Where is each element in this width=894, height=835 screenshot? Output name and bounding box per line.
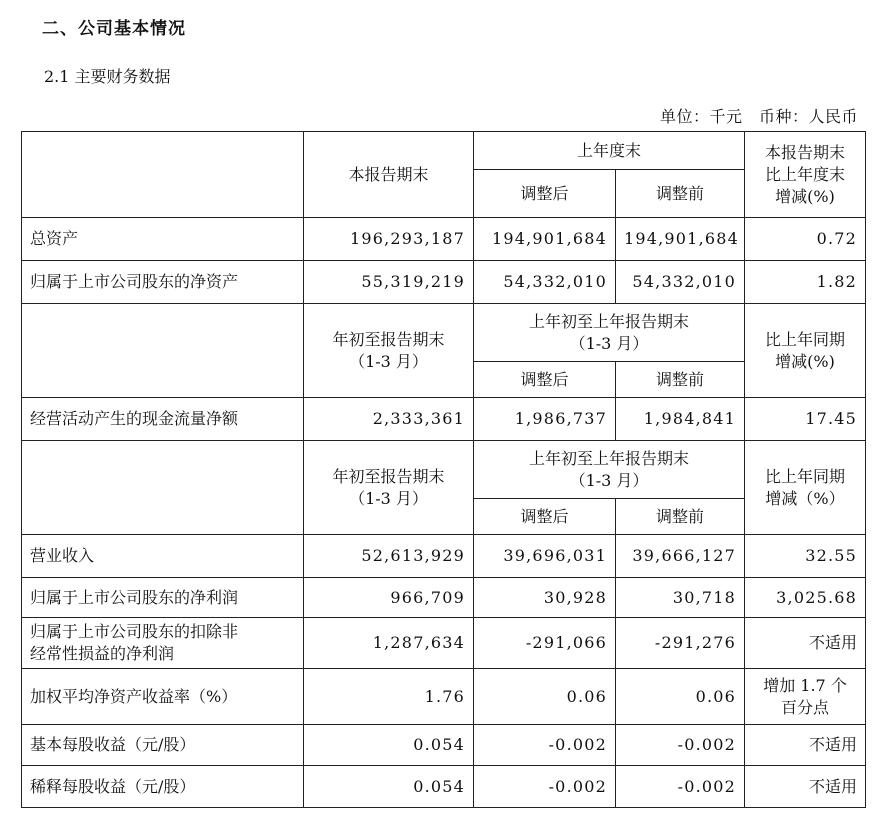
cell-change	[745, 669, 866, 725]
cell-change: 0.72	[745, 218, 866, 261]
cell-adjusted: 39,696,031	[474, 535, 616, 578]
header-blank	[22, 304, 304, 398]
cell-before: 194,901,684	[616, 218, 745, 261]
cell-before: -291,276	[616, 618, 745, 669]
header-blank	[22, 441, 304, 535]
header-change-vs-prior-period	[745, 304, 866, 398]
cell-current: 1.76	[304, 669, 474, 725]
table-row	[22, 261, 866, 304]
cell-change: 不适用	[745, 725, 866, 766]
cell-change-line-1: 增加 1.7 个	[763, 675, 847, 695]
cell-current: 1,287,634	[304, 618, 474, 669]
row-label: 归属于上市公司股东的净利润	[22, 578, 304, 618]
row-label: 营业收入	[22, 535, 304, 578]
table-row	[22, 398, 866, 441]
header-prior-ytd	[474, 304, 745, 362]
cell-current: 966,709	[304, 578, 474, 618]
table-row	[22, 725, 866, 766]
header-prior-ytd-line-1: 上年初至上年报告期末	[529, 448, 690, 468]
header-blank	[22, 132, 304, 218]
header-change-line-2: 增减（%）	[765, 488, 845, 508]
cell-adjusted: 0.06	[474, 669, 616, 725]
cell-adjusted: -291,066	[474, 618, 616, 669]
header-ytd	[304, 304, 474, 398]
header-prior-ytd	[474, 441, 745, 499]
header-prior-ytd-line-1: 上年初至上年报告期末	[529, 311, 690, 331]
cell-current: 55,319,219	[304, 261, 474, 304]
financial-data-table	[21, 131, 866, 808]
cell-adjusted: 1,986,737	[474, 398, 616, 441]
header-prior-year-end: 上年度末	[474, 132, 745, 170]
header-ytd-line-2: （1-3 月）	[349, 351, 428, 371]
cell-change: 1.82	[745, 261, 866, 304]
header-before-adjustment: 调整前	[616, 499, 745, 535]
cell-adjusted: -0.002	[474, 766, 616, 808]
header-change-line-1: 比上年同期	[765, 466, 846, 486]
row-label: 总资产	[22, 218, 304, 261]
table-row	[22, 669, 866, 725]
table-row	[22, 578, 866, 618]
header-change-line-1: 比上年同期	[765, 329, 846, 349]
row-label: 加权平均净资产收益率（%）	[22, 669, 304, 725]
header-adjusted: 调整后	[474, 362, 616, 398]
header-ytd-line-1: 年初至报告期末	[332, 329, 445, 349]
header-change-line-2: 比上年度末	[765, 164, 846, 184]
header-prior-ytd-line-2: （1-3 月）	[569, 470, 649, 490]
cell-before: 54,332,010	[616, 261, 745, 304]
row-label: 稀释每股收益（元/股）	[22, 766, 304, 808]
cell-adjusted: 54,332,010	[474, 261, 616, 304]
cell-change: 不适用	[745, 618, 866, 669]
cell-current: 196,293,187	[304, 218, 474, 261]
header-adjusted: 调整后	[474, 499, 616, 535]
section-title: 二、公司基本情况	[42, 19, 186, 39]
row-label: 经营活动产生的现金流量净额	[22, 398, 304, 441]
row-label-line-1: 归属于上市公司股东的扣除非	[30, 622, 239, 641]
cell-change-line-2: 百分点	[781, 697, 830, 717]
header-change-line-2: 增减(%)	[775, 351, 835, 371]
cell-change: 不适用	[745, 766, 866, 808]
header-before-adjustment: 调整前	[616, 362, 745, 398]
header-change-line-1: 本报告期末	[765, 142, 846, 162]
cell-before: -0.002	[616, 725, 745, 766]
cell-current: 2,333,361	[304, 398, 474, 441]
cell-change: 3,025.68	[745, 578, 866, 618]
unit-note: 单位：千元 币种：人民币	[659, 107, 858, 126]
header-ytd-line-1: 年初至报告期末	[332, 466, 445, 486]
table-row	[22, 535, 866, 578]
table-row	[22, 766, 866, 808]
cell-current: 0.054	[304, 766, 474, 808]
cell-change: 32.55	[745, 535, 866, 578]
header-ytd	[304, 441, 474, 535]
row-label-line-2: 经常性损益的净利润	[30, 644, 175, 663]
cell-current: 52,613,929	[304, 535, 474, 578]
header-adjusted: 调整后	[474, 170, 616, 218]
cell-before: -0.002	[616, 766, 745, 808]
header-ytd-line-2: （1-3 月）	[349, 488, 428, 508]
header-before-adjustment: 调整前	[616, 170, 745, 218]
cell-change: 17.45	[745, 398, 866, 441]
table-row	[22, 618, 866, 669]
header-change-vs-prior-year-end	[745, 132, 866, 218]
header-change-line-3: 增减(%)	[775, 186, 835, 206]
cell-adjusted: -0.002	[474, 725, 616, 766]
cell-before: 1,984,841	[616, 398, 745, 441]
cell-before: 0.06	[616, 669, 745, 725]
row-label	[22, 618, 304, 669]
subsection-title: 2.1 主要财务数据	[44, 67, 171, 86]
cell-adjusted: 194,901,684	[474, 218, 616, 261]
header-current-period-end: 本报告期末	[304, 132, 474, 218]
row-label: 基本每股收益（元/股）	[22, 725, 304, 766]
cell-current: 0.054	[304, 725, 474, 766]
cell-before: 30,718	[616, 578, 745, 618]
header-prior-ytd-line-2: （1-3 月）	[569, 333, 649, 353]
cell-adjusted: 30,928	[474, 578, 616, 618]
cell-before: 39,666,127	[616, 535, 745, 578]
table-row	[22, 218, 866, 261]
row-label: 归属于上市公司股东的净资产	[22, 261, 304, 304]
header-change-vs-prior-period	[745, 441, 866, 535]
